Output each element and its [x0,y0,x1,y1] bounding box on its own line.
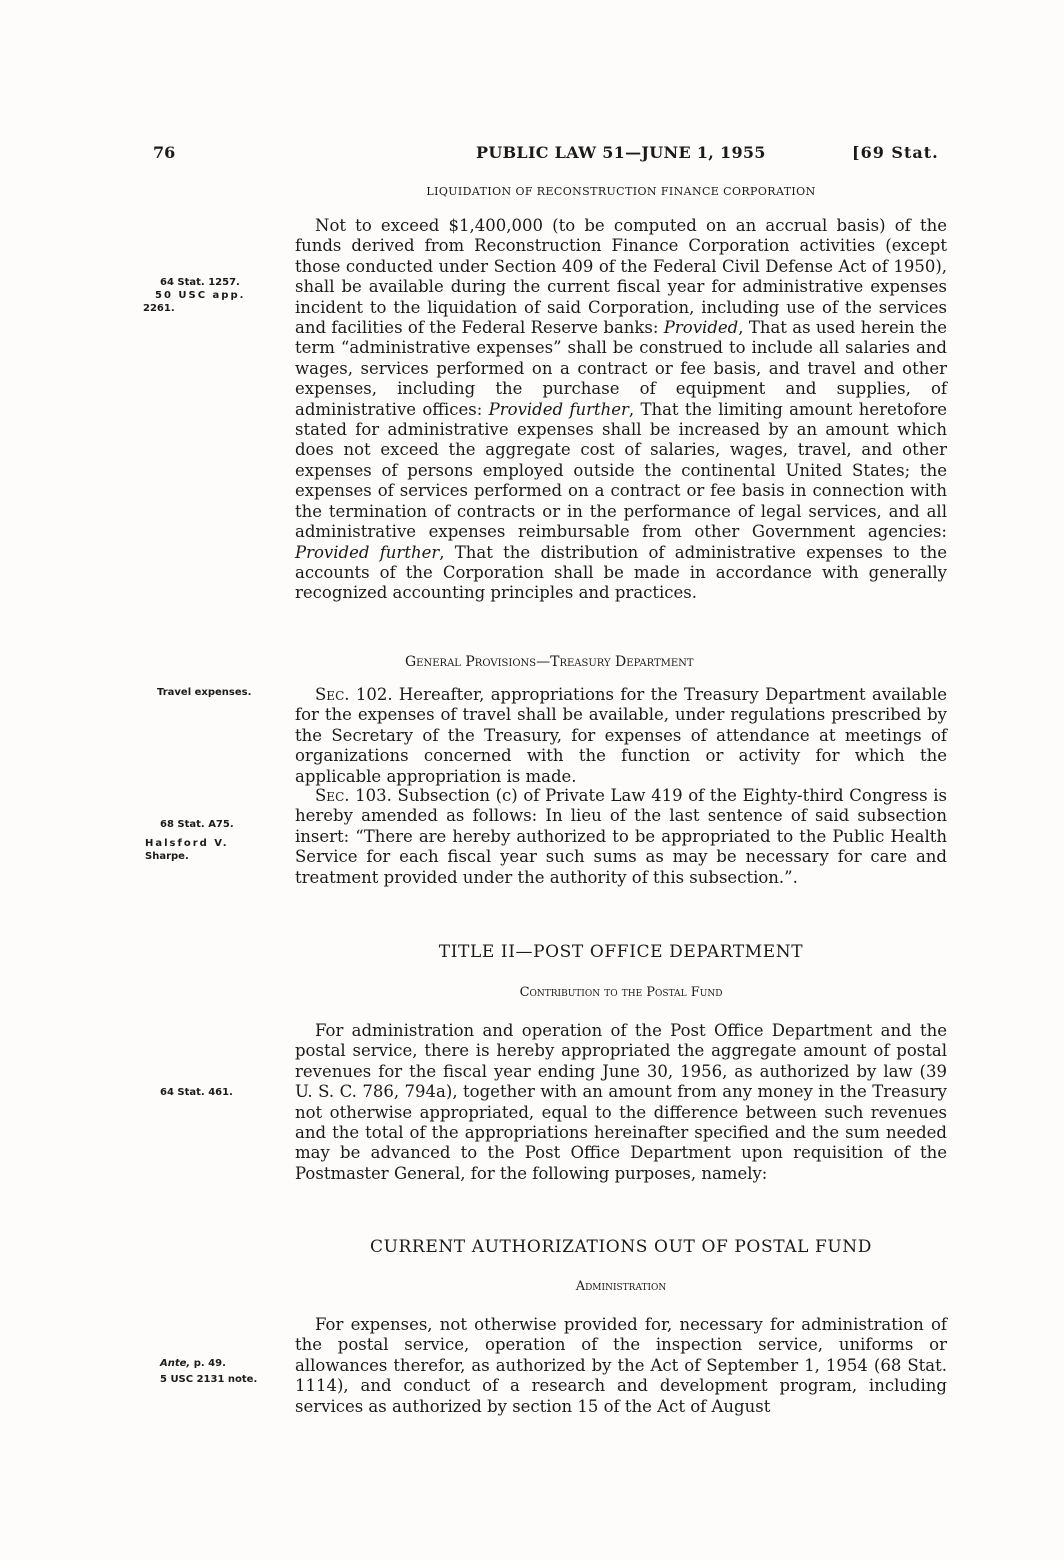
text-run: 103. Subsection (c) of Private Law 419 of the Eighty-third Congress is hereby amended as follows: In lieu of the last sentence of said subsection insert: “There are hereby authorized to be appropriated to the Public Health Service for each fiscal year such sums as may be necessary for care and treatment provided under the authority of this subsection.”. [295,786,947,887]
margin-note-line: Sharpe. [145,851,189,862]
italic-provided-further: Provided further [295,542,440,562]
margin-note-ante-p49 [160,1357,257,1386]
margin-note-line: 2261. [143,303,175,314]
text-run: , That as used herein the term “administrative expenses” shall be construed to include all salaries and wages, services performed on a contract or fee basis, and travel and other expenses, including the purchase of equipment and supplies, of administrative offices: [295,318,948,419]
margin-note-64-stat-1257 [143,276,280,315]
text-run: 102. Hereafter, appropriations for the Treasury Department available for the expenses of travel shall be available, under regulations prescribed by the Secretary of the Treasury, for expenses of attendance at meetings of organizations concerned with the function or activity for which the applicable appropriation is made. [295,685,947,786]
margin-note-line: 64 Stat. 1257. [160,277,240,288]
running-header-title: PUBLIC LAW 51—JUNE 1, 1955 [476,143,766,162]
paragraph-sec-102 [295,685,947,787]
current-authorizations-heading: CURRENT AUTHORIZATIONS OUT OF POSTAL FUND [369,1237,873,1257]
text-run: , That the distribution of administrative expenses to the accounts of the Corporation shall be made in accordance with generally recognized accounting principles and practices. [295,542,948,603]
margin-note-line: 5 USC 2131 note. [160,1374,258,1385]
italic-ante: Ante, [160,1358,191,1369]
italic-provided-further: Provided further [488,399,629,419]
section-label: Sec. [315,786,350,805]
margin-note-line: 50 USC app. [155,290,246,301]
text-run: , That the limiting amount heretofore stated for administrative expenses shall be increased by an amount which does not exceed the aggregate cost of salaries, wages, travel, and other expenses of persons employed outside the continental United States; the expenses of services performed on a contract or fee basis in connection with the termination of contracts or in the performance of legal services, and all administrative expenses reimbursable from other Government agencies: [295,399,948,542]
section-heading-liquidation: LIQUIDATION OF RECONSTRUCTION FINANCE CORPORATION [426,185,816,198]
section-label: Sec. [315,685,350,704]
margin-note-68-stat-a75 [145,818,234,863]
paragraph-administration: For expenses, not otherwise provided for, necessary for administration of the postal service, operation of the inspection service, uniforms or allowances therefor, as authorized by the Act of September 1, 1954 (68 Stat. 1114), and conduct of a research and development program, including services as authorized by section 15 of the Act of August [295,1315,947,1416]
statute-reference: [69 Stat. [852,143,939,162]
section-heading-general-provisions: General Provisions—Treasury Department [405,654,694,670]
section-heading-administration: Administration [575,1279,667,1294]
text-run: Not to exceed $1,400,000 (to be computed on an accrual basis) of the funds derived from Reconstruction Finance Corporation activities (except those conducted under Section 409 of the Federal Civil Defense Act of 1950), shall be available during the current fiscal year for administrative expenses incident to the liquidation of said Corporation, including use of the services and facilities of the Federal Reserve banks: [295,216,947,338]
margin-note-line: 68 Stat. A75. [160,819,234,830]
margin-note-travel-expenses: Travel expenses. [157,687,252,698]
text-run: p. 49. [190,1358,226,1369]
paragraph-postal-fund: For administration and operation of the Post Office Department and the postal service, there is hereby appropriated the aggregate amount of postal revenues for the fiscal year ending June 30, 1956, as authorized by law (39 U. S. C. 786, 794a), together with an amount from any money in the Treasury not otherwise appropriated, equal to the difference between such revenues and the total of the appropriations hereinafter specified and the sum needed may be advanced to the Post Office Department upon requisition of the Postmaster General, for the following purposes, namely: [295,1021,947,1183]
paragraph-liquidation [295,216,947,604]
page-number: 76 [153,143,176,162]
paragraph-sec-103 [295,786,947,888]
margin-note-line [160,1357,257,1370]
section-heading-contribution: Contribution to the Postal Fund [519,985,723,1000]
title-ii-heading: TITLE II—POST OFFICE DEPARTMENT [438,942,804,962]
margin-note-64-stat-461: 64 Stat. 461. [160,1087,233,1098]
margin-note-line: Halsford V. [145,838,229,849]
italic-provided: Provided [663,318,739,338]
